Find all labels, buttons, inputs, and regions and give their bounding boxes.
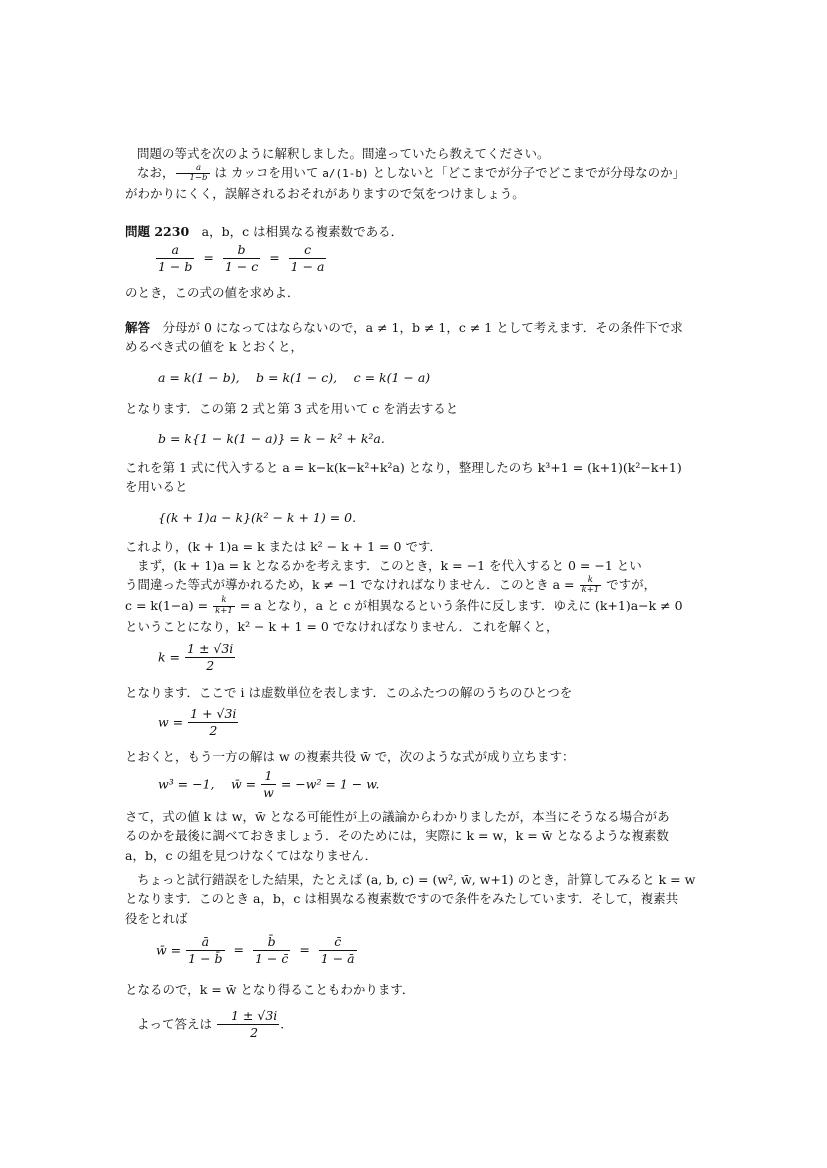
solution-p1-line1 bbox=[125, 318, 710, 337]
equation-1: a = k(1 − b), b = k(1 − c), c = k(1 − a) bbox=[158, 370, 431, 385]
frac-num: k bbox=[213, 596, 235, 607]
solution-p8-line2: るのかを最後に調べておきましょう．そのためには，実際に k = w，k = w̄ となるような複素数 bbox=[125, 828, 669, 844]
eq6-post: = −w² = 1 − w. bbox=[280, 776, 380, 792]
frac-den: 2 bbox=[250, 1025, 259, 1041]
solution-p6-text: となります．ここで i は虚数単位を表します．このふたつの解のうちのひとつを bbox=[125, 685, 573, 700]
solution-p9-line3: 役をとれば bbox=[125, 910, 188, 926]
frac-den: 1 − b̄ bbox=[188, 951, 223, 967]
solution-p5-line1: まず，(k + 1)a = k となるかを考えます．このとき，k = −1 を代入すると 0 = −1 とい bbox=[137, 558, 642, 573]
eq7-frac-c bbox=[319, 934, 357, 968]
solution-p6 bbox=[125, 683, 710, 702]
frac-den: k+1 bbox=[581, 585, 600, 596]
equation-7 bbox=[156, 934, 358, 968]
equals-sign: = bbox=[299, 942, 310, 958]
answer-text bbox=[125, 1008, 710, 1042]
intro-line-3: がわかりにくく，誤解されるおそれがありますので気をつけましょう。 bbox=[125, 186, 525, 202]
frac-num: b bbox=[223, 242, 260, 259]
frac-num: a bbox=[176, 164, 210, 175]
equation-4 bbox=[158, 641, 236, 675]
solution-p10 bbox=[125, 980, 710, 999]
frac-num: c̄ bbox=[319, 934, 357, 951]
problem-ask bbox=[125, 283, 710, 302]
equation-6 bbox=[158, 768, 379, 802]
solution-p1-line1-text: 分母が 0 になってはならないので，a ≠ 1，b ≠ 1，c ≠ 1 として考えます．その条件下で求 bbox=[150, 320, 683, 335]
solution-p2 bbox=[125, 399, 710, 418]
problem-label: 問題 2230 bbox=[125, 224, 190, 239]
frac-c bbox=[289, 242, 327, 276]
frac-den: w bbox=[263, 785, 274, 801]
solution-p2-text: となります．この第 2 式と第 3 式を用いて c を消去すると bbox=[125, 401, 459, 416]
frac-den: 1 − b bbox=[158, 259, 193, 275]
solution-p8-line3: a，b，c の組を見つけなくてはなりません． bbox=[125, 847, 378, 863]
solution-p5-line4: ということになり，k² − k + 1 = 0 でなければなりません．これを解くと， bbox=[125, 618, 559, 634]
intro-inline-fraction bbox=[176, 164, 210, 185]
frac-den: 1 − c̄ bbox=[254, 951, 289, 967]
solution-p8 bbox=[125, 807, 710, 865]
intro-line-2-pre: なお， bbox=[137, 165, 175, 181]
eq4-lhs: k = bbox=[158, 649, 181, 665]
eq7-frac-a bbox=[186, 934, 224, 968]
frac-num: 1 ± √3i bbox=[217, 1008, 279, 1025]
equals-sign: = bbox=[203, 250, 214, 266]
frac-den: 1 − ā bbox=[320, 951, 355, 967]
solution-p3-line1: これを第 1 式に代入すると a = k−k(k−k²+k²a) となり，整理したのち k³+1 = (k+1)(k²−k+1) bbox=[125, 460, 682, 475]
equals-sign: = bbox=[233, 942, 244, 958]
eq6-pre: w³ = −1, w̄ = bbox=[158, 776, 257, 792]
frac-den: 2 bbox=[209, 723, 218, 739]
answer-pre: よって答えは bbox=[137, 1016, 213, 1032]
problem-equation bbox=[155, 242, 327, 276]
frac-a bbox=[156, 242, 194, 276]
eq5-lhs: w = bbox=[158, 714, 184, 730]
solution-p5-line3 bbox=[125, 596, 710, 617]
problem-text: a，b，c は相異なる複素数である． bbox=[189, 224, 404, 239]
frac-num: b̄ bbox=[253, 934, 290, 951]
solution-p10-text: となるので，k = w̄ となり得ることもわかります． bbox=[125, 982, 415, 997]
solution-p1-line2: めるべき式の値を k とおくと， bbox=[125, 339, 304, 355]
code-snippet: a/(1-b) bbox=[322, 167, 369, 181]
p5-line2-pre: う間違った等式が導かれるため，k ≠ −1 でなければなりません．このとき a = bbox=[125, 577, 579, 593]
solution-p9 bbox=[125, 870, 710, 928]
equation-5 bbox=[158, 706, 239, 740]
problem-ask-text: のとき，この式の値を求めよ． bbox=[125, 285, 300, 300]
solution-p9-line2: となります．このとき a，b，c は相異なる複素数ですので条件をみたしています．そして，複素共 bbox=[125, 891, 679, 907]
eq7-lhs: w̄ = bbox=[156, 942, 182, 958]
inline-fraction-k bbox=[580, 576, 602, 597]
inline-fraction-k-2 bbox=[213, 596, 235, 617]
intro-line-2 bbox=[125, 163, 710, 184]
solution-p9-line1: ちょっと試行錯誤をした結果，たとえば (a, b, c) = (w², w̄, w+1) のとき，計算してみると k = w bbox=[137, 872, 696, 887]
answer-fraction bbox=[217, 1008, 279, 1042]
problem-block bbox=[125, 222, 710, 241]
answer-post: . bbox=[280, 1016, 285, 1032]
p5-line2-post: ですが， bbox=[602, 577, 657, 593]
intro-line-2-mid: は カッコを用いて bbox=[210, 165, 323, 181]
frac-den: k+1 bbox=[215, 606, 233, 617]
solution-p5-line2 bbox=[125, 575, 710, 596]
equation-2: b = k{1 − k(1 − a)} = k − k² + k²a. bbox=[158, 431, 385, 446]
p5-line3-post: = a となり，a と c が相異なるという条件に反します．ゆえに (k+1)a−k ≠ 0 bbox=[235, 598, 683, 614]
frac-num: a bbox=[156, 242, 194, 259]
solution-p4-text: これより，(k + 1)a = k または k² − k + 1 = 0 です． bbox=[125, 539, 442, 554]
solution-p1 bbox=[125, 318, 710, 357]
eq7-frac-b bbox=[253, 934, 290, 968]
intro-block bbox=[125, 144, 710, 204]
eq4-fraction bbox=[185, 641, 235, 675]
equation-3: {(k + 1)a − k}(k² − k + 1) = 0. bbox=[158, 510, 357, 525]
frac-den: 1 − a bbox=[290, 259, 325, 275]
eq6-fraction bbox=[261, 768, 276, 802]
frac-b bbox=[223, 242, 260, 276]
solution-p8-line1: さて，式の値 k は w，w̄ となる可能性が上の議論からわかりましたが，本当にそうなる場合があ bbox=[125, 809, 670, 824]
solution-p7-text: とおくと，もう一方の解は w の複素共役 w̄ で，次のような式が成り立ちます： bbox=[125, 749, 575, 764]
solution-p4 bbox=[125, 537, 710, 556]
solution-p3 bbox=[125, 458, 710, 497]
intro-line-2-post: としないと「どこまでが分子でどこまでが分母なのか」 bbox=[368, 165, 686, 181]
frac-num: 1 ± √3i bbox=[185, 641, 235, 658]
frac-num: c bbox=[289, 242, 327, 259]
solution-p7 bbox=[125, 747, 710, 766]
answer-line bbox=[125, 1008, 710, 1042]
p5-line3-pre: c = k(1−a) = bbox=[125, 598, 213, 614]
frac-num: 1 + √3i bbox=[188, 706, 238, 723]
solution-p3-line2: を用いると bbox=[125, 479, 188, 495]
eq5-fraction bbox=[188, 706, 238, 740]
equals-sign: = bbox=[269, 250, 280, 266]
frac-den: 1 − c bbox=[224, 259, 259, 275]
frac-den: 2 bbox=[206, 658, 215, 674]
solution-p5 bbox=[125, 556, 710, 636]
solution-label: 解答 bbox=[125, 320, 151, 335]
frac-num: k bbox=[580, 576, 602, 587]
frac-num: 1 bbox=[261, 768, 276, 785]
intro-line-1: 問題の等式を次のように解釈しました。間違っていたら教えてください。 bbox=[137, 146, 550, 161]
problem-statement bbox=[125, 222, 710, 241]
frac-num: ā bbox=[186, 934, 224, 951]
frac-den: 1−b bbox=[189, 173, 208, 184]
